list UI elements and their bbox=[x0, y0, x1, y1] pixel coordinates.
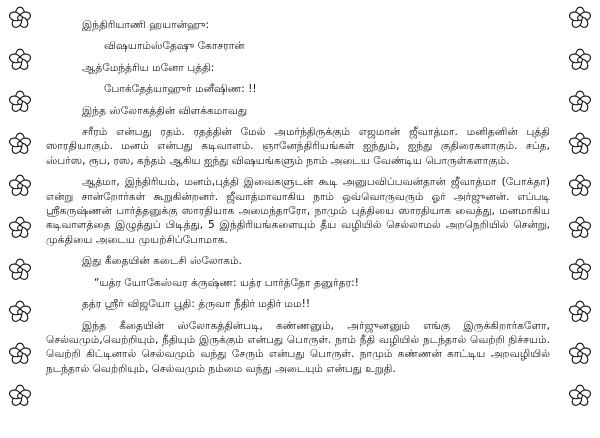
verse-line-4: போக்தேத்யாஹுர் மனீஷிண: !! bbox=[104, 83, 257, 96]
flower-icon bbox=[568, 216, 592, 240]
flower-icon bbox=[568, 132, 592, 156]
flower-icon bbox=[568, 48, 592, 72]
right-flower-border bbox=[560, 0, 600, 438]
flower-icon bbox=[8, 6, 32, 30]
paragraph-chariot: சரீரம் என்பது ரதம். ரதத்தின் மேல் அமர்ந்திருக்கும் எஜமான் ஜீவாத்மா. மனிதனின் புத்தி ஸாரதியாகும். மனம் என்பது கடிவாளம். ஞானேந்திரியங்கள் ஐந்தும், ஐந்து குதிரைகளாகும். சப்த, ஸ்பர்ஸ, ரூப, ரஸ, கந்தம் ஆகிய ஐந்து விஷயங்களும் நாம் அடைய வேண்டிய பொருள்களாகும். bbox=[46, 126, 550, 167]
flower-icon bbox=[568, 258, 592, 282]
flower-icon bbox=[8, 384, 32, 408]
flower-icon bbox=[568, 6, 592, 30]
flower-icon bbox=[568, 384, 592, 408]
flower-icon bbox=[8, 342, 32, 366]
explanation-heading: இந்த ஸ்லோகத்தின் விளக்கமாவது bbox=[82, 104, 248, 117]
flower-icon bbox=[8, 132, 32, 156]
paragraph-conclusion: இந்த கீதையின் ஸ்லோகத்தின்படி, கண்ணனும், அர்ஜுனனும் எங்கு இருக்கிறார்களோ, செல்வமும்,வெற்றியும், நீதியும் இருக்கும் என்பது பொருள். நாம் நீதி வழியில் நடந்தால் வெற்றி நிச்சயம். வெற்றி கிட்டினால் செல்வமும் வந்து சேரும் என்பது பொருள். நாமும் கண்ணன் காட்டிய அறவழியில் நடந்தால் வெற்றியும், செல்வமும் நம்மை வந்து அடையும் என்பது உறுதி. bbox=[46, 319, 550, 375]
gita-verse-line-1: “யத்ர யோகேஸ்வர க்ருஷ்ண: யத்ர பார்த்தோ தனுர்தர:! bbox=[94, 276, 359, 289]
flower-icon bbox=[8, 300, 32, 324]
flower-icon bbox=[8, 174, 32, 198]
flower-icon bbox=[568, 90, 592, 114]
verse-line-2: விஷயாம்ஸ்தேஷு கோசரான் bbox=[104, 40, 245, 53]
left-flower-border bbox=[0, 0, 40, 438]
last-sloka-heading: இது கீதையின் கடைசி ஸ்லோகம். bbox=[82, 255, 242, 268]
document-body bbox=[46, 18, 550, 376]
flower-icon bbox=[568, 342, 592, 366]
flower-icon bbox=[8, 258, 32, 282]
flower-icon bbox=[568, 174, 592, 198]
paragraph-atma: ஆத்மா, இந்திரியம், மனம்,புத்தி இவைகளுடன் கூடி அனுபவிப்பவன்தான் ஜீவாத்மா (போக்தா) என்று சான்றோர்கள் கூறுகின்றனர். ஜீவாத்மாவாகிய நாம் ஒவ்வொருவரும் ஓர் அர்ஜுனன். எப்படி ஸ்ரீகருஷ்ணன் பார்த்தனுக்கு ஸாரதியாக அமைந்தாரோ, நாமும் புத்தியை ஸாரதியாக வைத்து, மனமாகிய கடிவாளத்தை இழுத்துப் பிடித்து, 5 இந்திரியங்களையும் தீய வழியில் செல்லாமல் அறநெறியில் சென்று, முக்தியை அடைய முயற்சிப்போமாக. bbox=[46, 176, 550, 246]
verse-line-3: ஆத்மேந்த்ரிய மனோ புத்தி: bbox=[82, 61, 215, 74]
flower-icon bbox=[568, 300, 592, 324]
verse-line-1: இந்திரியாணி ஹயான்ஹு: bbox=[82, 19, 210, 31]
gita-verse-line-2: தத்ர ஸ்ரீர் விஜயோ பூதி: த்ருவா நீதிர் மதிர் மம!! bbox=[82, 298, 311, 311]
flower-icon bbox=[8, 216, 32, 240]
flower-icon bbox=[8, 48, 32, 72]
flower-icon bbox=[8, 90, 32, 114]
